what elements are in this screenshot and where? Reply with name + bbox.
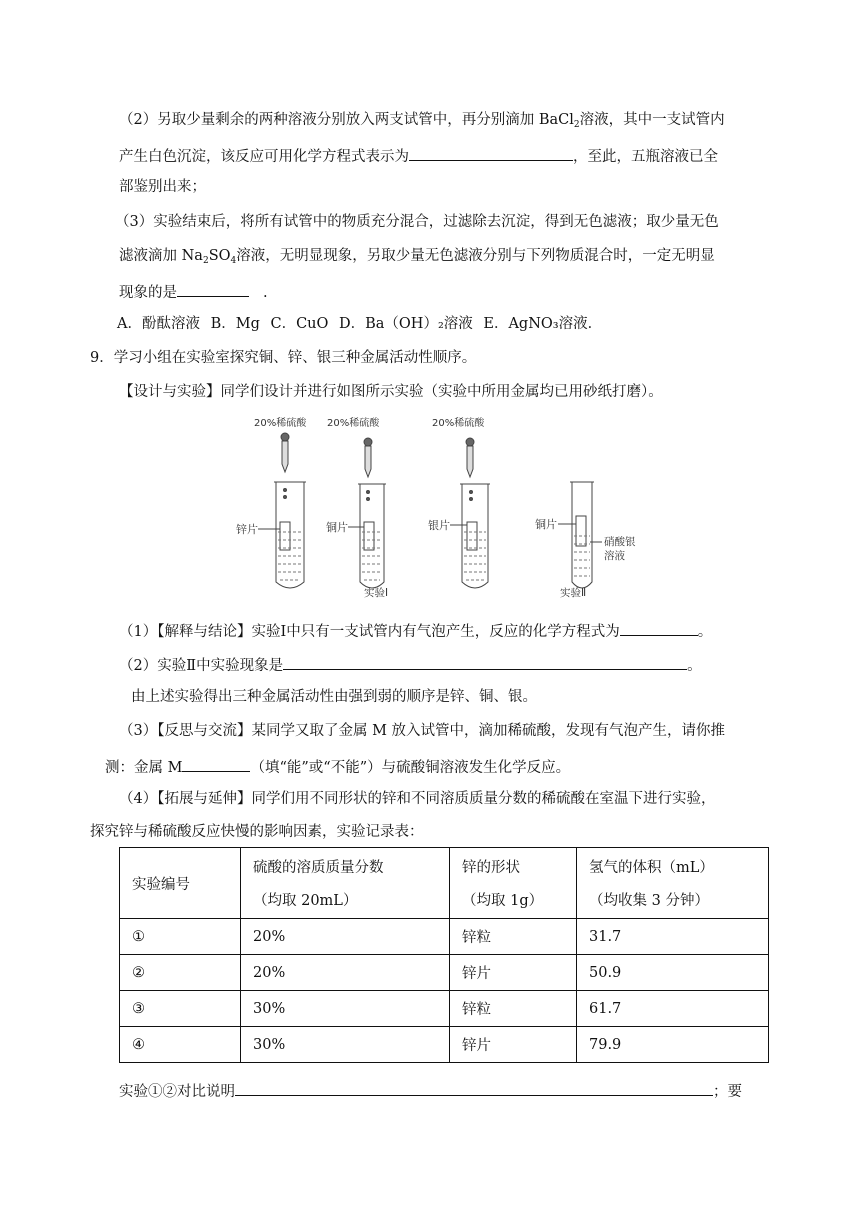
- header-cell: 硫酸的溶质质量分数 （均取 20mL）: [241, 848, 450, 919]
- copper-label: 铜片: [326, 521, 348, 534]
- answer-blank[interactable]: [235, 1082, 713, 1096]
- q9-part3-line1: （3）【反思与交流】某同学又取了金属 M 放入试管中，滴加稀硫酸，发现有气泡产生，请你推: [119, 723, 726, 739]
- table-cell: 79.9: [577, 1027, 769, 1063]
- table-cell: ③: [120, 991, 241, 1027]
- q9-part4-line2: 探究锌与稀硫酸反应快慢的影响因素，实验记录表：: [90, 824, 424, 840]
- answer-blank[interactable]: [177, 283, 249, 297]
- answer-blank[interactable]: [182, 758, 250, 772]
- q8-part2-line2: 产生白色沉淀，该反应可用化学方程式表示为 ，至此，五瓶溶液已全: [119, 149, 718, 165]
- table-cell: 锌片: [450, 955, 577, 991]
- zinc-label: 锌片: [236, 523, 258, 536]
- q9-part4-line1: （4）【拓展与延伸】同学们用不同形状的锌和不同溶质质量分数的稀硫酸在室温下进行实验，: [119, 791, 716, 807]
- q8-options: A．酚酞溶液 B．Mg C．CuO D．Ba（OH）₂溶液 E．AgNO₃溶液．: [117, 316, 603, 332]
- table-header-row: [120, 848, 769, 919]
- table-row: [120, 919, 769, 955]
- answer-blank[interactable]: [409, 147, 573, 161]
- table-cell: 61.7: [577, 991, 769, 1027]
- table-row: [120, 955, 769, 991]
- silver-label: 银片: [428, 519, 450, 532]
- answer-blank[interactable]: [283, 656, 687, 670]
- header-cell: 锌的形状 （均取 1g）: [450, 848, 577, 919]
- q9-design: 【设计与实验】同学们设计并进行如图所示实验（实验中所用金属均已用砂纸打磨）。: [119, 384, 663, 400]
- table-cell: ①: [120, 919, 241, 955]
- table-cell: 锌片: [450, 1027, 577, 1063]
- silver-nitrate-label: 硝酸银: [604, 536, 636, 548]
- header-cell: 实验编号: [120, 848, 241, 919]
- acid-label: 20%稀硫酸: [432, 418, 485, 429]
- table-cell: 20%: [241, 955, 450, 991]
- q9-stem: 9．学习小组在实验室探究铜、锌、银三种金属活动性顺序。: [90, 350, 477, 366]
- table-cell: 31.7: [577, 919, 769, 955]
- acid-label: 20%稀硫酸: [254, 418, 307, 429]
- table-row: [120, 991, 769, 1027]
- table-cell: 50.9: [577, 955, 769, 991]
- answer-blank[interactable]: [620, 622, 698, 636]
- experiment-figure: [230, 412, 650, 602]
- test-tube-3: [428, 416, 490, 588]
- q9-last-line: 实验①②对比说明 ；要: [119, 1084, 742, 1100]
- table-cell: 锌粒: [450, 919, 577, 955]
- table-cell: 30%: [241, 991, 450, 1027]
- solution-label: 溶液: [604, 550, 625, 562]
- test-tube-1: [236, 416, 307, 588]
- acid-label: 20%稀硫酸: [327, 418, 380, 429]
- test-tube-2: [326, 416, 386, 588]
- table-cell: 锌粒: [450, 991, 577, 1027]
- table-cell: 30%: [241, 1027, 450, 1063]
- table-cell: 20%: [241, 919, 450, 955]
- experiment-2-label: 实验Ⅱ: [560, 587, 587, 599]
- test-tube-4: [535, 482, 636, 588]
- q8-part3-line3: 现象的是 .: [119, 285, 268, 301]
- q9-part3-line2: 测：金属 M （填“能”或“不能”）与硫酸铜溶液发生化学反应。: [105, 760, 571, 776]
- experiment-1-label: 实验Ⅰ: [364, 587, 389, 599]
- q8-part3-line1: （3）实验结束后，将所有试管中的物质充分混合，过滤除去沉淀，得到无色滤液；取少量无色: [115, 214, 719, 230]
- q8-part3-line2: 滤液滴加 $Na_2SO_4$溶液，无明显现象，另取少量无色滤液分别与下列物质混合时，一定无明显: [119, 248, 715, 266]
- q9-part1: （1）【解释与结论】实验Ⅰ中只有一支试管内有气泡产生，反应的化学方程式为 。: [119, 624, 713, 640]
- q9-part2: （2）实验Ⅱ中实验现象是 。: [119, 658, 702, 674]
- header-cell: 氢气的体积（mL） （均收集 3 分钟）: [577, 848, 769, 919]
- table-cell: ④: [120, 1027, 241, 1063]
- table-row: [120, 1027, 769, 1063]
- q8-part2-line3: 部鉴别出来；: [119, 179, 206, 195]
- copper-label-2: 铜片: [535, 518, 557, 531]
- q9-conclusion: 由上述实验得出三种金属活动性由强到弱的顺序是锌、铜、银。: [131, 689, 537, 705]
- experiment-record-table: [119, 847, 769, 1063]
- table-cell: ②: [120, 955, 241, 991]
- q8-part2-line1: （2）另取少量剩余的两种溶液分别放入两支试管中，再分别滴加 BaCl$_2$溶液，其中一支试管内: [119, 112, 725, 130]
